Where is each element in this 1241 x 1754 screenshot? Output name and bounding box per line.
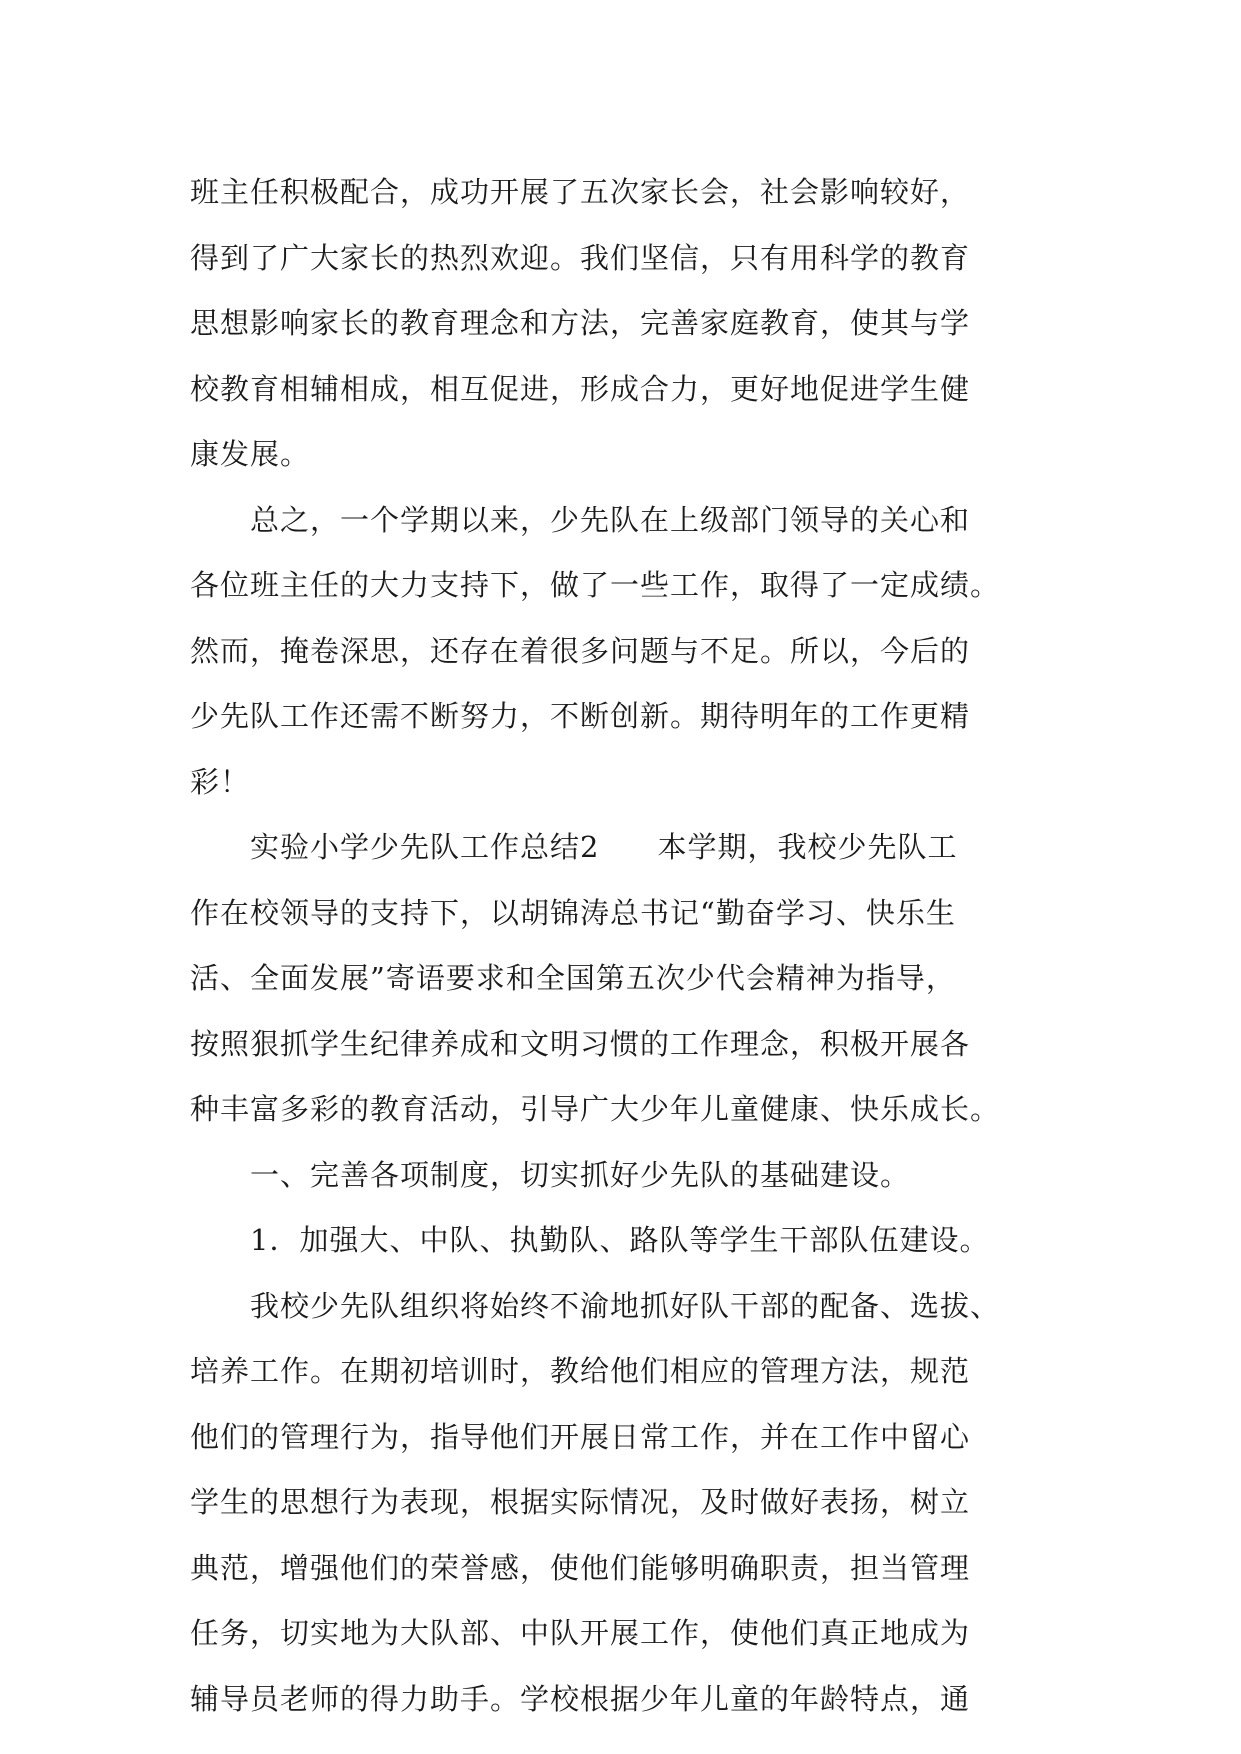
text-line: 作在校领导的支持下，以胡锦涛总书记“勤奋学习、快乐生 (190, 895, 956, 930)
text-line: 康发展。 (190, 437, 311, 471)
section-heading-line (190, 815, 1060, 881)
text-line: 任务，切实地为大队部、中队开展工作，使他们真正地成为 (190, 1616, 971, 1650)
text-line: 培养工作。在期初培训时，教给他们相应的管理方法，规范 (190, 1354, 971, 1388)
subheading-line: 一、完善各项制度，切实抓好少先队的基础建设。 (250, 1157, 911, 1192)
text-line: 各位班主任的大力支持下，做了一些工作，取得了一定成绩。 (190, 568, 1001, 602)
text-line: 思想影响家长的教育理念和方法，完善家庭教育，使其与学 (190, 306, 971, 340)
text-line: 然而，掩卷深思，还存在着很多问题与不足。所以，今后的 (190, 633, 971, 668)
text-line: 得到了广大家长的热烈欢迎。我们坚信，只有用科学的教育 (190, 240, 971, 275)
text-line: 学生的思想行为表现，根据实际情况，及时做好表扬，树立 (190, 1485, 971, 1519)
text-line: 少先队工作还需不断努力，不断创新。期待明年的工作更精 (190, 699, 971, 733)
text-line: 彩！ (190, 764, 251, 799)
text-line: 种丰富多彩的教育活动，引导广大少年儿童健康、快乐成长。 (190, 1092, 1001, 1126)
text-line: 活、全面发展”寄语要求和全国第五次少代会精神为指导， (190, 961, 956, 995)
text-line: 辅导员老师的得力助手。学校根据少年儿童的年龄特点，通 (190, 1681, 971, 1716)
paragraph-start-line: 我校少先队组织将始终不渝地抓好队干部的配备、选拔、 (250, 1288, 1001, 1323)
section-heading: 实验小学少先队工作总结2 (250, 830, 600, 864)
text-line: 校教育相辅相成，相互促进，形成合力，更好地促进学生健 (190, 371, 971, 406)
text-line: 班主任积极配合，成功开展了五次家长会，社会影响较好， (190, 175, 971, 209)
text-line: 他们的管理行为，指导他们开展日常工作，并在工作中留心 (190, 1419, 971, 1454)
subheading-line: 1．加强大、中队、执勤队、路队等学生干部队伍建设。 (250, 1223, 990, 1257)
paragraph-start-text: 本学期，我校少先队工 (657, 830, 958, 864)
text-line: 典范，增强他们的荣誉感，使他们能够明确职责，担当管理 (190, 1550, 971, 1585)
text-line: 按照狠抓学生纪律养成和文明习惯的工作理念，积极开展各 (190, 1026, 971, 1061)
paragraph-start-line: 总之，一个学期以来，少先队在上级部门领导的关心和 (250, 502, 971, 537)
document-body (190, 160, 1060, 1732)
